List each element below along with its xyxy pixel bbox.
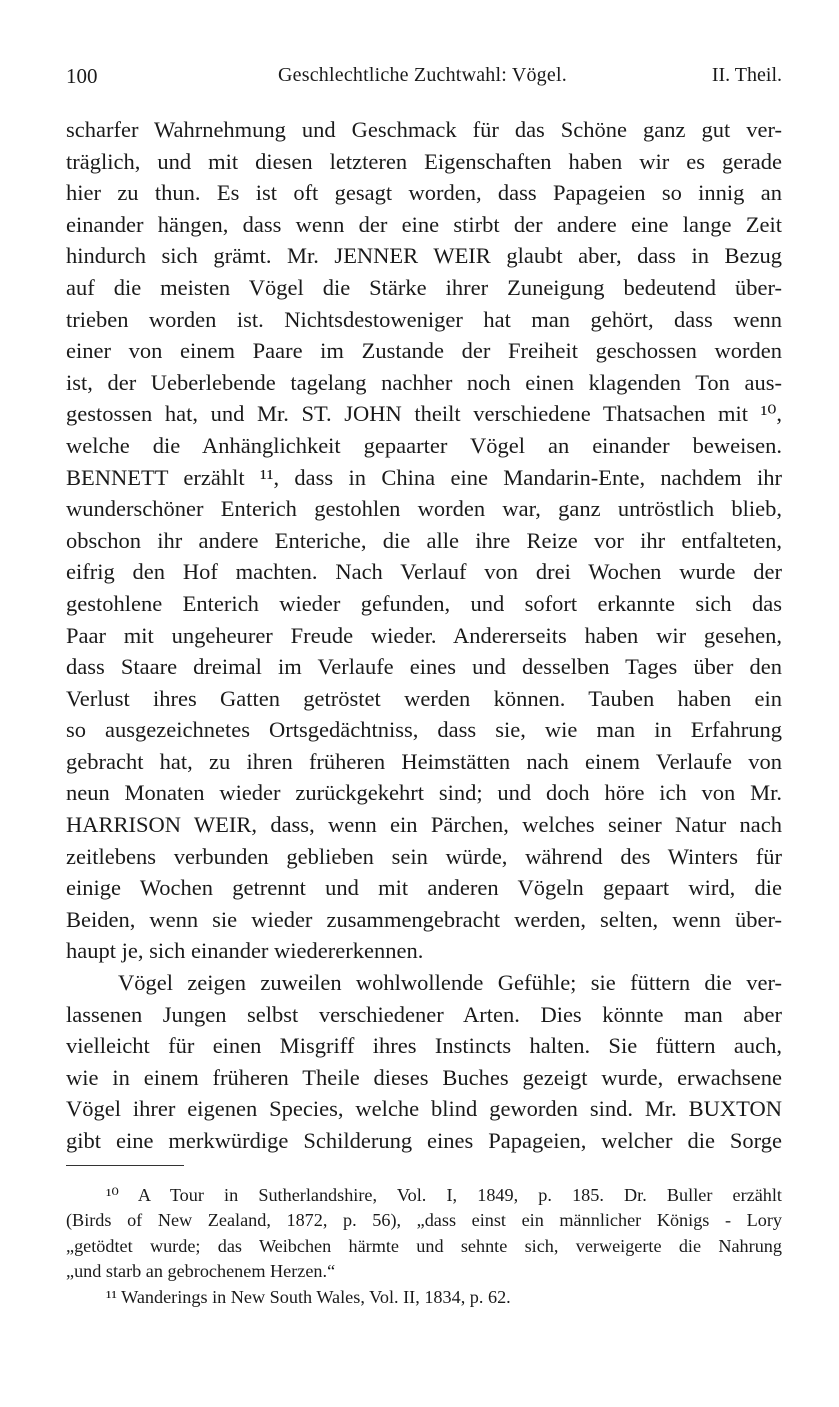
text-line: träglich, und mit diesen letzteren Eigenschaften haben wir es gerade	[66, 148, 782, 174]
text-line: gestossen hat, und Mr. ST. JOHN theilt verschiedene Thatsachen mit ¹⁰,	[66, 401, 782, 427]
text-line: lassenen Jungen selbst verschiedener Arten. Dies könnte man aber	[66, 1001, 782, 1027]
text-line: zeitlebens verbunden geblieben sein würde, während des Winters für	[66, 843, 782, 869]
footnotes	[66, 1183, 782, 1310]
text-line: einander hängen, dass wenn der eine stirbt der andere eine lange Zeit	[66, 211, 782, 237]
text-line: wunderschöner Enterich gestohlen worden war, ganz untröstlich blieb,	[66, 496, 782, 522]
text-line: scharfer Wahrnehmung und Geschmack für das Schöne ganz gut ver-	[66, 117, 782, 142]
part-label: II. Theil.	[711, 64, 782, 86]
text-line: neun Monaten wieder zurückgekehrt sind; und doch höre ich von Mr.	[66, 780, 782, 806]
body-text	[66, 114, 782, 1157]
footnote-line: „und starb an gebrochenem Herzen.“	[66, 1261, 336, 1282]
text-line: trieben worden ist. Nichtsdestoweniger hat man gehört, dass wenn	[66, 306, 782, 332]
text-line: HARRISON WEIR, dass, wenn ein Pärchen, welches seiner Natur nach	[66, 812, 782, 838]
footnote-line: (Birds of New Zealand, 1872, p. 56), „dass einst ein männlicher Königs - Lory	[66, 1210, 782, 1231]
page-number: 100	[66, 64, 98, 88]
text-line: dass Staare dreimal im Verlaufe eines und desselben Tages über den	[66, 654, 782, 680]
text-line: hier zu thun. Es ist oft gesagt worden, dass Papageien so innig an	[66, 180, 782, 206]
text-line: obschon ihr andere Enteriche, die alle ihre Reize vor ihr entfalteten,	[66, 527, 782, 553]
text-line: BENNETT erzählt ¹¹, dass in China eine Mandarin-Ente, nachdem ihr	[66, 464, 782, 490]
footnote-rule	[66, 1165, 184, 1166]
text-line: hindurch sich grämt. Mr. JENNER WEIR glaubt aber, dass in Bezug	[66, 243, 782, 269]
text-line: gibt eine merkwürdige Schilderung eines Papageien, welcher die Sorge	[66, 1128, 782, 1153]
footnote-line: ¹⁰ A Tour in Sutherlandshire, Vol. I, 1849, p. 185. Dr. Buller erzählt	[106, 1185, 782, 1205]
running-title: Geschlechtliche Zuchtwahl: Vögel.	[278, 64, 567, 86]
text-line: welche die Anhänglichkeit gepaarter Vögel an einander beweisen.	[66, 432, 782, 458]
text-line: haupt je, sich einander wiedererkennen.	[66, 938, 424, 964]
footnote-line: „getödtet wurde; das Weibchen härmte und sehnte sich, verweigerte die Nahrung	[66, 1235, 782, 1256]
text-line: einer von einem Paare im Zustande der Freiheit geschossen worden	[66, 338, 782, 364]
text-line: einige Wochen getrennt und mit anderen Vögeln gepaart wird, die	[66, 875, 782, 901]
text-line: Paar mit ungeheurer Freude wieder. Andererseits haben wir gesehen,	[66, 622, 782, 648]
text-line: Beiden, wenn sie wieder zusammengebracht werden, selten, wenn über-	[66, 906, 782, 932]
running-header	[66, 64, 782, 94]
text-line: gestohlene Enterich wieder gefunden, und sofort erkannte sich das	[66, 590, 782, 616]
text-line: ist, der Ueberlebende tagelang nachher noch einen klagenden Ton aus-	[66, 369, 782, 395]
text-line: gebracht hat, zu ihren früheren Heimstätten nach einem Verlaufe von	[66, 748, 782, 774]
text-line: Verlust ihres Gatten getröstet werden können. Tauben haben ein	[66, 685, 782, 711]
footnote-line: ¹¹ Wanderings in New South Wales, Vol. II, 1834, p. 62.	[106, 1286, 511, 1307]
text-line: Vögel zeigen zuweilen wohlwollende Gefühle; sie füttern die ver-	[118, 970, 782, 996]
text-line: auf die meisten Vögel die Stärke ihrer Zuneigung bedeutend über-	[66, 274, 782, 300]
text-line: vielleicht für einen Misgriff ihres Instincts halten. Sie füttern auch,	[66, 1033, 782, 1059]
text-line: Vögel ihrer eigenen Species, welche blind geworden sind. Mr. BUXTON	[66, 1096, 782, 1122]
text-line: eifrig den Hof machten. Nach Verlauf von drei Wochen wurde der	[66, 559, 782, 585]
text-line: so ausgezeichnetes Ortsgedächtniss, dass sie, wie man in Erfahrung	[66, 717, 782, 743]
text-line: wie in einem früheren Theile dieses Buches gezeigt wurde, erwachsene	[66, 1064, 782, 1090]
